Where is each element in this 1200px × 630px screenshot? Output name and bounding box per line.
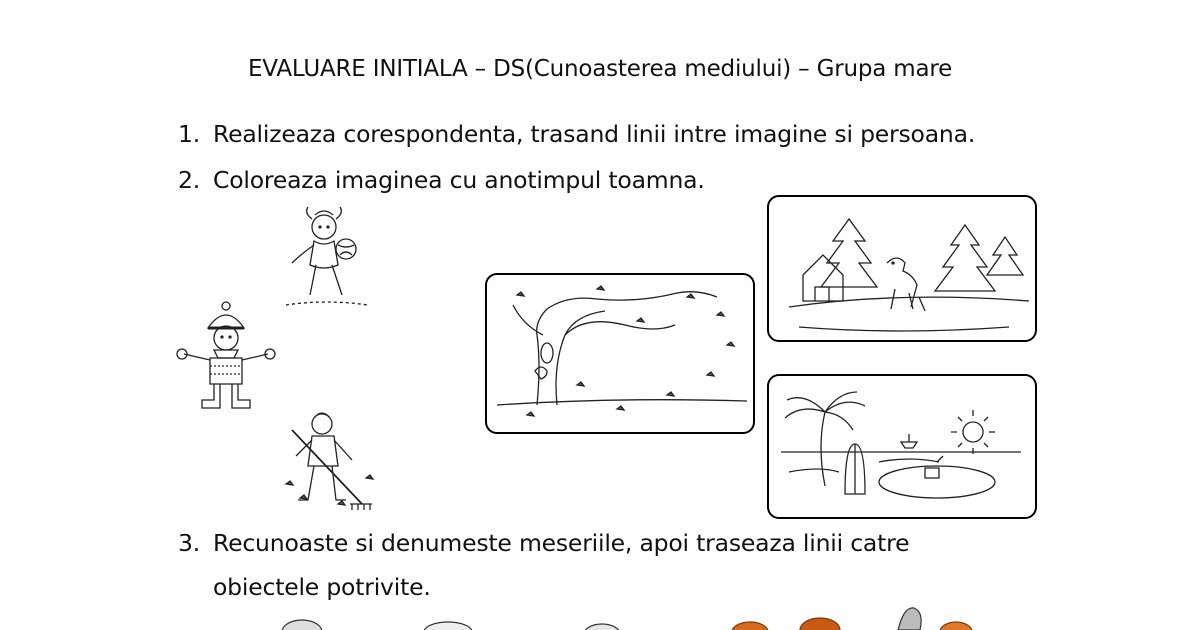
child-summer-ball-illustration: [282, 205, 372, 315]
task-3-continuation: obiectele potrivite.: [213, 573, 431, 601]
task-1-text: Realizeaza corespondenta, trasand linii intre imagine si persoana.: [213, 120, 976, 148]
winter-forest-scene-frame: [767, 195, 1037, 342]
child-winter-clothes-illustration: [176, 300, 276, 412]
task-2-text: Coloreaza imaginea cu anotimpul toamna.: [213, 166, 705, 194]
task-1-number: 1.: [178, 120, 201, 148]
task-3-number: 3.: [178, 529, 201, 557]
autumn-tree-scene-frame: [485, 273, 755, 434]
task-2-number: 2.: [178, 166, 201, 194]
summer-beach-scene-frame: [767, 374, 1037, 519]
task-3-text: Recunoaste si denumeste meseriile, apoi traseaza linii catre: [213, 529, 910, 557]
worksheet-title: EVALUARE INITIALA – DS(Cunoasterea mediului) – Grupa mare: [247, 56, 953, 82]
professions-objects-strip: [180, 606, 1000, 630]
child-autumn-rake-illustration: [278, 408, 380, 512]
